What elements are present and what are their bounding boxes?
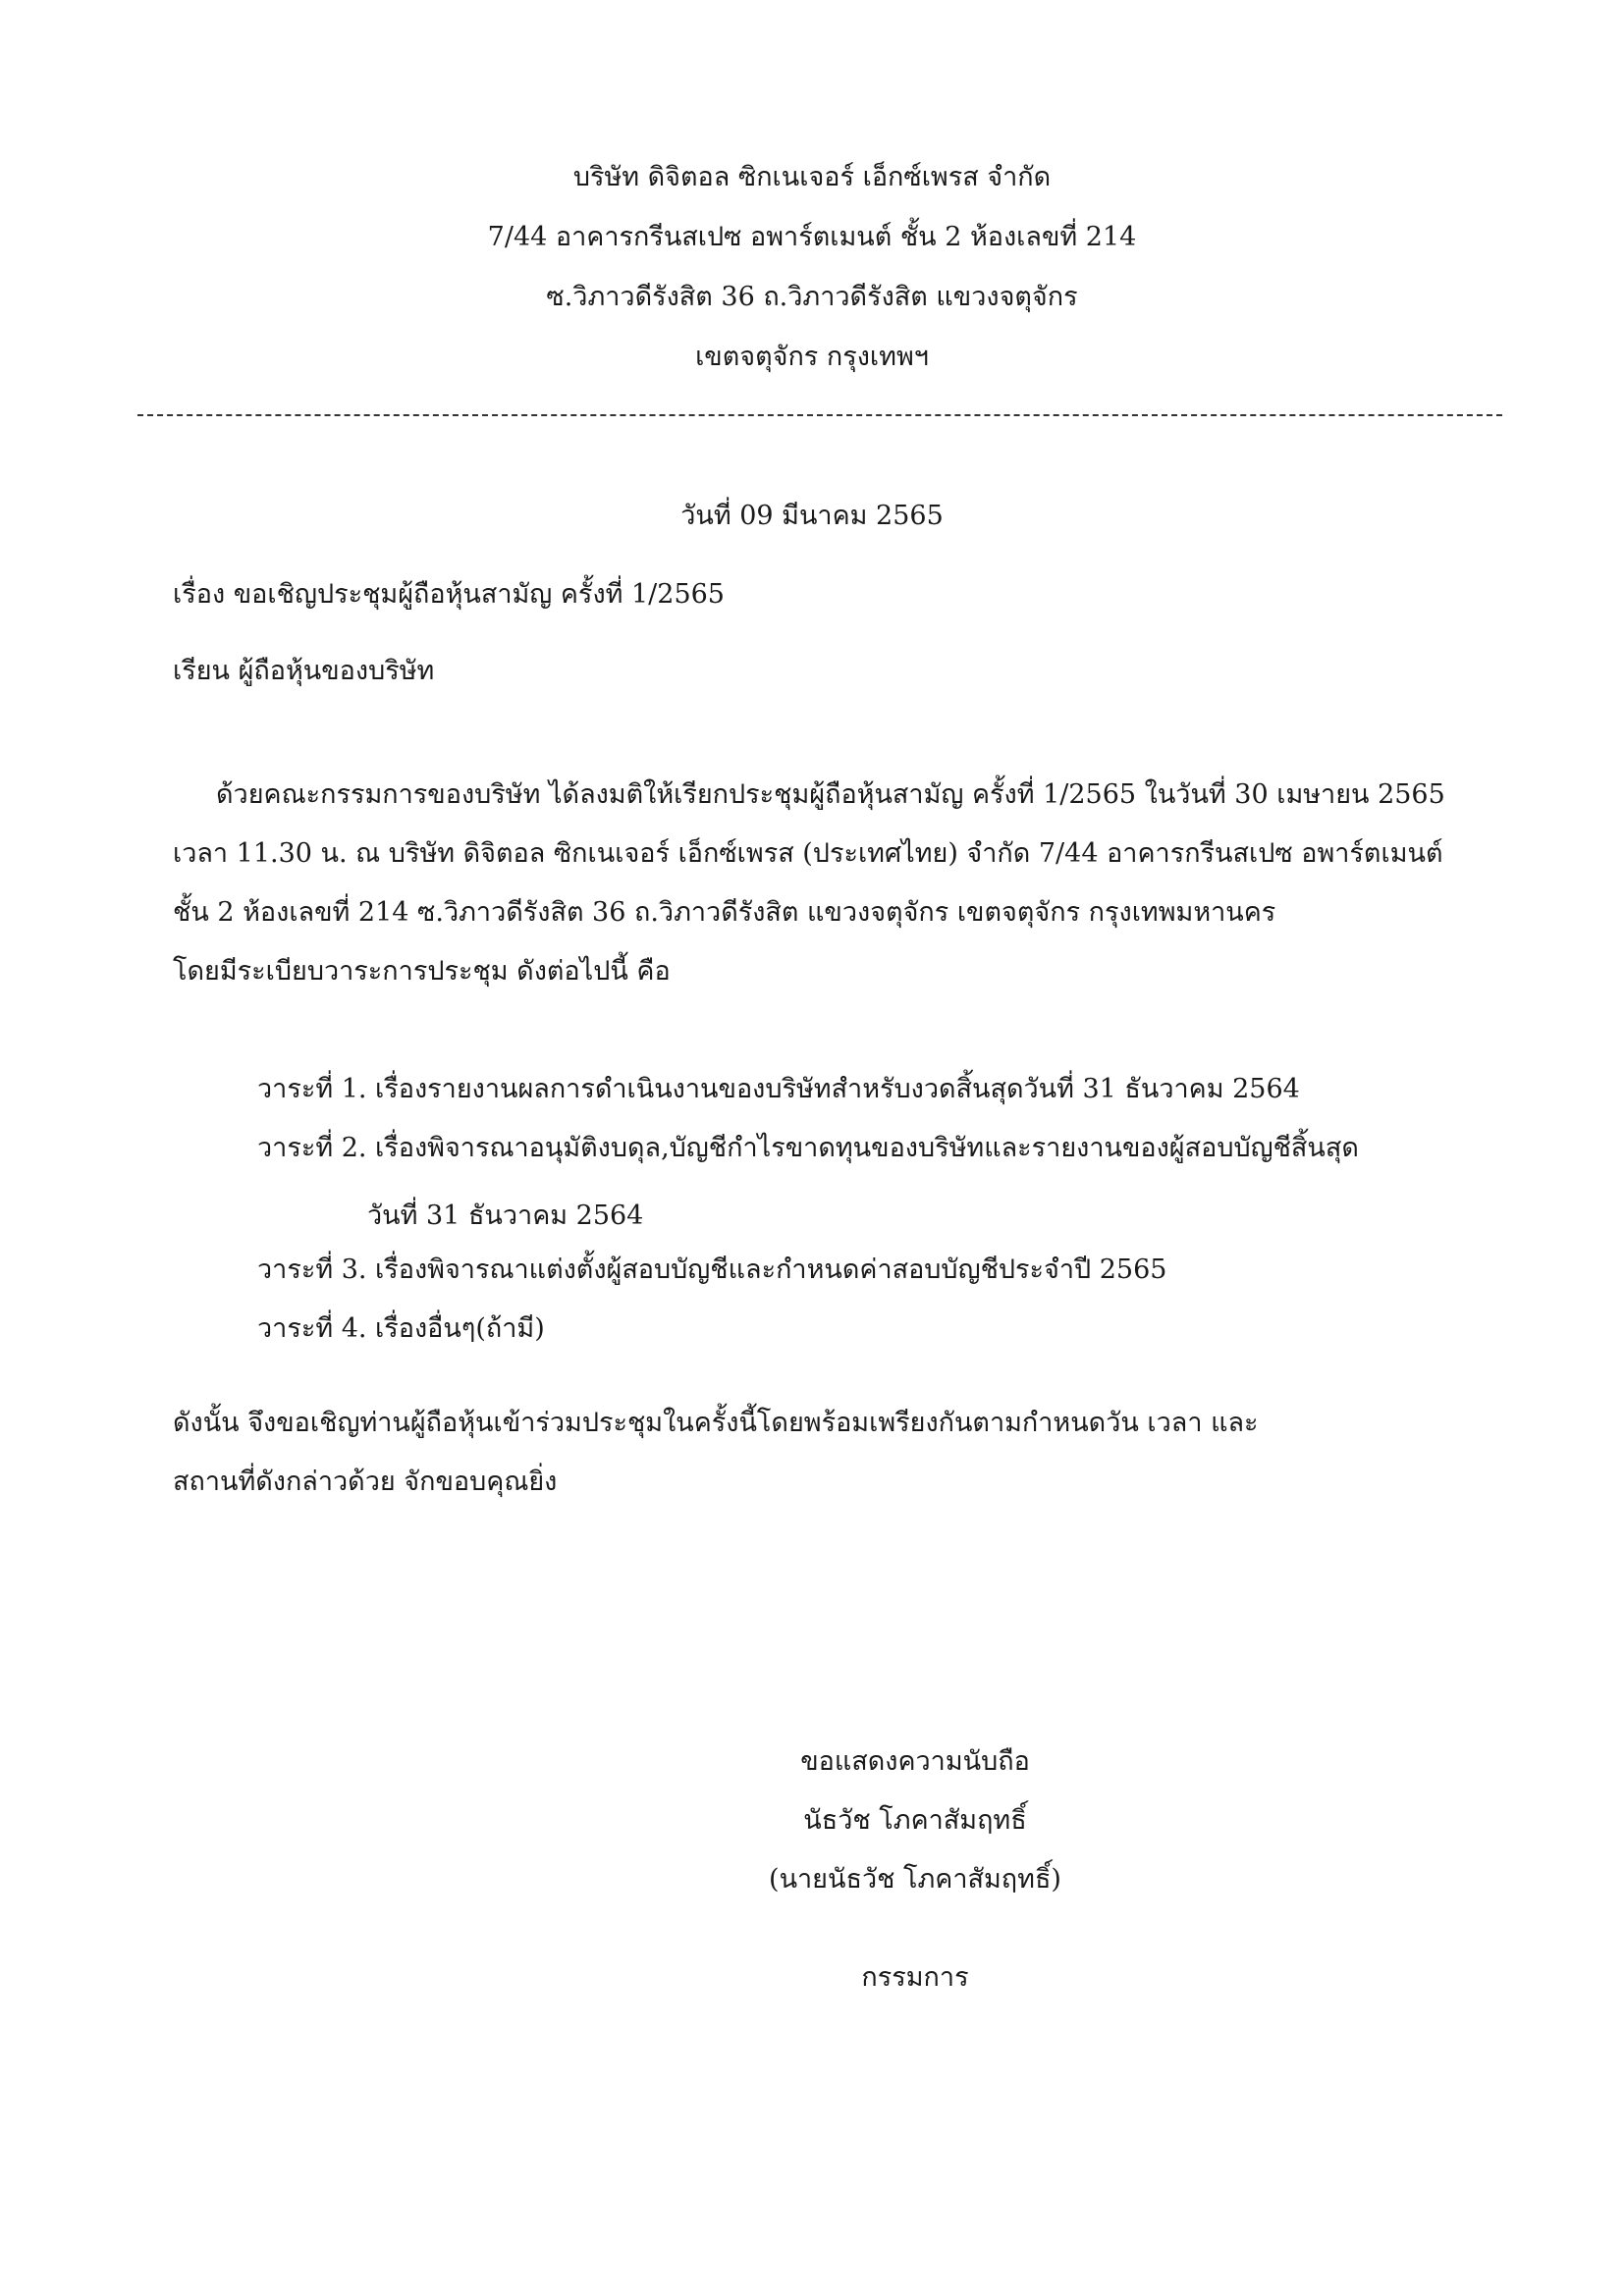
letter-date: วันที่ 09 มีนาคม 2565 [680,501,944,531]
agenda-item-4: วาระที่ 4. เรื่องอื่นๆ(ถ้ามี) [257,1313,545,1344]
agenda-item-2: วาระที่ 2. เรื่องพิจารณาอนุมัติงบดุล,บัญชีกำไรขาดทุนของบริษัทและรายงานของผู้สอบบัญชีสิ้นสุด [257,1133,1359,1163]
letterhead [0,147,1624,387]
closing-paragraph [173,1394,1259,1512]
company-address-line-1: 7/44 อาคารกรีนสเปซ อพาร์ตเมนต์ ชั้น 2 ห้องเลขที่ 214 [487,222,1137,252]
header-divider [137,414,1502,416]
signature-block [729,1733,1102,2007]
closing-line-2: สถานที่ดังกล่าวด้วย จักขอบคุณยิ่ง [173,1467,558,1497]
agenda-item-3: วาระที่ 3. เรื่องพิจารณาแต่งตั้งผู้สอบบัญชีและกำหนดค่าสอบบัญชีประจำปี 2565 [257,1255,1167,1285]
regards-text: ขอแสดงความนับถือ [800,1746,1030,1777]
body-line: ชั้น 2 ห้องเลขที่ 214 ซ.วิภาวดีรังสิต 36 ถ.วิภาวดีรังสิต แขวงจตุจักร เขตจตุจักร กรุงเทพมหานคร [173,897,1276,928]
body-line: โดยมีระเบียบวาระการประชุม ดังต่อไปนี้ คือ [173,956,671,987]
signer-full-name: (นายนัธวัช โภคาสัมฤทธิ์) [769,1864,1061,1895]
body-line: เวลา 11.30 น. ณ บริษัท ดิจิตอล ซิกเนเจอร์ เอ็กซ์เพรส (ประเทศไทย) จำกัด 7/44 อาคารกรีนสเปซ อพาร์ตเมนต์ [173,838,1443,869]
body-line: ด้วยคณะกรรมการของบริษัท ได้ลงมติให้เรียกประชุมผู้ถือหุ้นสามัญ ครั้งที่ 1/2565 ในวันที่ 30 เมษายน 2565 [216,779,1445,810]
agenda-list [257,1060,1359,1359]
company-address-line-2: ซ.วิภาวดีรังสิต 36 ถ.วิภาวดีรังสิต แขวงจตุจักร [546,282,1078,312]
signed-name: นัธวัช โภคาสัมฤทธิ์ [803,1805,1027,1836]
body-paragraph [173,766,1489,1001]
agenda-item-1: วาระที่ 1. เรื่องรายงานผลการดำเนินงานของบริษัทสำหรับงวดสิ้นสุดวันที่ 31 ธันวาคม 2564 [257,1074,1300,1104]
letter-salutation: เรียน ผู้ถือหุ้นของบริษัท [173,656,435,686]
company-address-line-3: เขตจตุจักร กรุงเทพฯ [695,342,929,372]
closing-line-1: ดังนั้น จึงขอเชิญท่านผู้ถือหุ้นเข้าร่วมประชุมในครั้งนี้โดยพร้อมเพรียงกันตามกำหนดวัน เวลา และ [173,1408,1259,1438]
agenda-item-2-continuation: วันที่ 31 ธันวาคม 2564 [367,1201,644,1231]
company-name: บริษัท ดิจิตอล ซิกเนเจอร์ เอ็กซ์เพรส จำกัด [572,162,1052,192]
letter-subject: เรื่อง ขอเชิญประชุมผู้ถือหุ้นสามัญ ครั้งที่ 1/2565 [173,579,725,610]
signer-title: กรรมการ [861,1962,969,1993]
